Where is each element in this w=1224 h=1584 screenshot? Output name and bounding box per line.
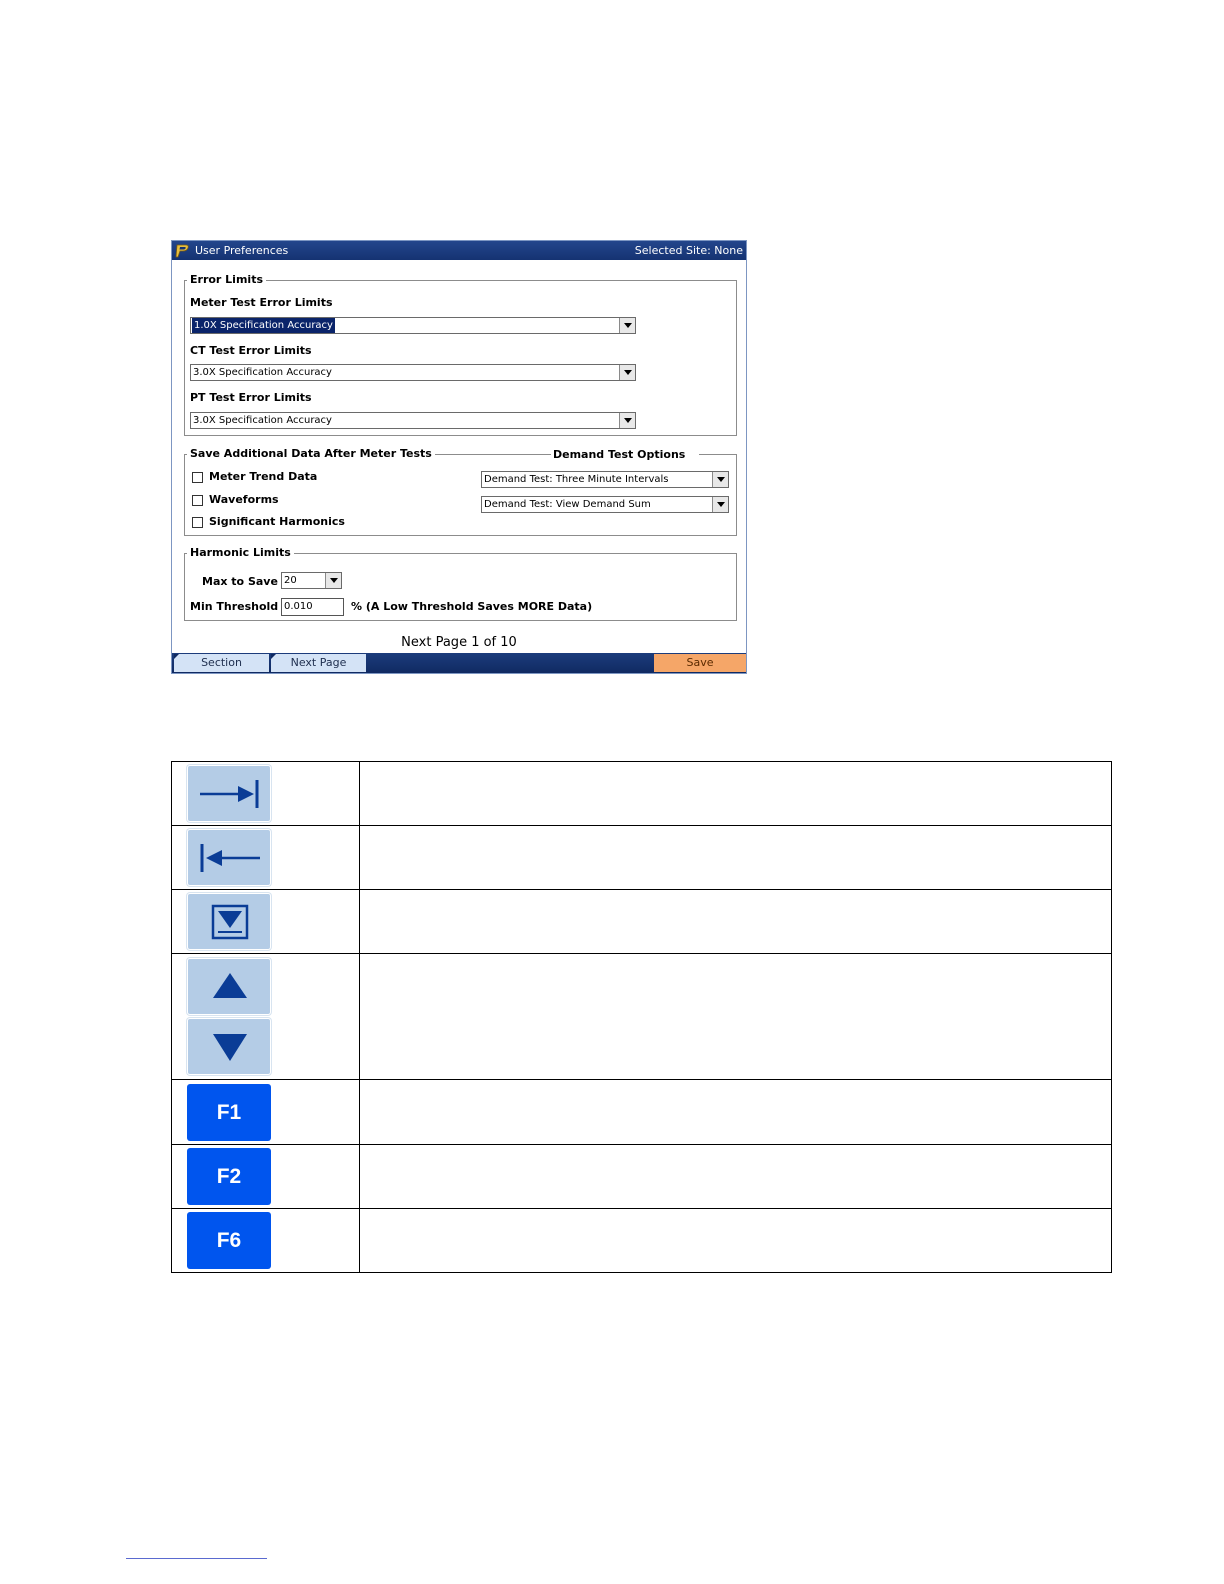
- section-softkey[interactable]: Section: [174, 654, 269, 672]
- ct-test-error-limits-select[interactable]: [190, 364, 636, 381]
- meter-test-error-limits-label: Meter Test Error Limits: [190, 296, 333, 309]
- meter-trend-data-checkbox[interactable]: [192, 472, 203, 483]
- table-row: [172, 826, 1112, 890]
- f2-key[interactable]: F2: [187, 1148, 271, 1205]
- waveforms-label: Waveforms: [209, 493, 279, 506]
- down-arrow-key[interactable]: [187, 1018, 271, 1075]
- softkey-bar: [172, 653, 746, 673]
- chevron-down-icon[interactable]: [712, 472, 728, 487]
- chevron-down-icon[interactable]: [619, 318, 635, 333]
- ct-test-error-limits-label: CT Test Error Limits: [190, 344, 312, 357]
- next-page-softkey[interactable]: Next Page: [271, 654, 366, 672]
- chevron-down-icon[interactable]: [619, 413, 635, 428]
- table-row: [172, 890, 1112, 954]
- key-reference-table: [171, 761, 1112, 1273]
- error-limits-legend: Error Limits: [190, 273, 263, 286]
- demand-test-options-legend: Demand Test Options: [551, 448, 699, 461]
- f6-key[interactable]: F6: [187, 1212, 271, 1269]
- triangle-down-icon: [188, 1019, 272, 1076]
- demand-view-select[interactable]: [481, 496, 729, 513]
- save-softkey[interactable]: Save: [654, 654, 746, 672]
- pt-test-error-limits-label: PT Test Error Limits: [190, 391, 312, 404]
- demand-view-value: Demand Test: View Demand Sum: [484, 499, 651, 510]
- table-row: [172, 1145, 1112, 1209]
- tab-back-key[interactable]: [187, 829, 271, 886]
- max-to-save-select[interactable]: [281, 572, 342, 589]
- selected-site-label: Selected Site: None: [634, 244, 743, 257]
- select-key[interactable]: [187, 893, 271, 950]
- meter-test-error-limits-select[interactable]: [190, 317, 636, 334]
- table-row: [172, 954, 1112, 1080]
- ct-test-error-limits-value: 3.0X Specification Accuracy: [193, 367, 332, 378]
- min-threshold-input[interactable]: 0.010: [281, 598, 344, 616]
- title-bar: [172, 241, 746, 260]
- significant-harmonics-checkbox[interactable]: [192, 517, 203, 528]
- table-row: [172, 1209, 1112, 1273]
- max-to-save-label: Max to Save: [202, 575, 278, 588]
- table-row: [172, 1080, 1112, 1145]
- significant-harmonics-label: Significant Harmonics: [209, 515, 345, 528]
- meter-trend-data-label: Meter Trend Data: [209, 470, 318, 483]
- demand-interval-value: Demand Test: Three Minute Intervals: [484, 474, 669, 485]
- waveforms-checkbox[interactable]: [192, 495, 203, 506]
- min-threshold-label: Min Threshold: [190, 600, 279, 613]
- min-threshold-note: % (A Low Threshold Saves MORE Data): [351, 600, 593, 613]
- meter-test-error-limits-value: 1.0X Specification Accuracy: [194, 320, 333, 331]
- user-preferences-window: [171, 240, 747, 674]
- select-down-icon: [188, 894, 272, 951]
- f1-key[interactable]: F1: [187, 1084, 271, 1141]
- tab-back-icon: [188, 830, 272, 887]
- save-additional-data-legend: Save Additional Data After Meter Tests: [190, 447, 432, 460]
- up-arrow-key[interactable]: [187, 958, 271, 1015]
- window-title: User Preferences: [195, 244, 289, 257]
- max-to-save-value: 20: [284, 575, 297, 586]
- app-logo-icon: [175, 243, 189, 258]
- chevron-down-icon[interactable]: [325, 573, 341, 588]
- demand-interval-select[interactable]: [481, 471, 729, 488]
- table-row: [172, 762, 1112, 826]
- footnote-divider: [126, 1558, 267, 1559]
- triangle-up-icon: [188, 959, 272, 1016]
- tab-forward-icon: [188, 766, 272, 823]
- page-indicator: Next Page 1 of 10: [401, 635, 517, 650]
- chevron-down-icon[interactable]: [619, 365, 635, 380]
- pt-test-error-limits-value: 3.0X Specification Accuracy: [193, 415, 332, 426]
- pt-test-error-limits-select[interactable]: [190, 412, 636, 429]
- tab-forward-key[interactable]: [187, 765, 271, 822]
- harmonic-limits-legend: Harmonic Limits: [190, 546, 291, 559]
- chevron-down-icon[interactable]: [712, 497, 728, 512]
